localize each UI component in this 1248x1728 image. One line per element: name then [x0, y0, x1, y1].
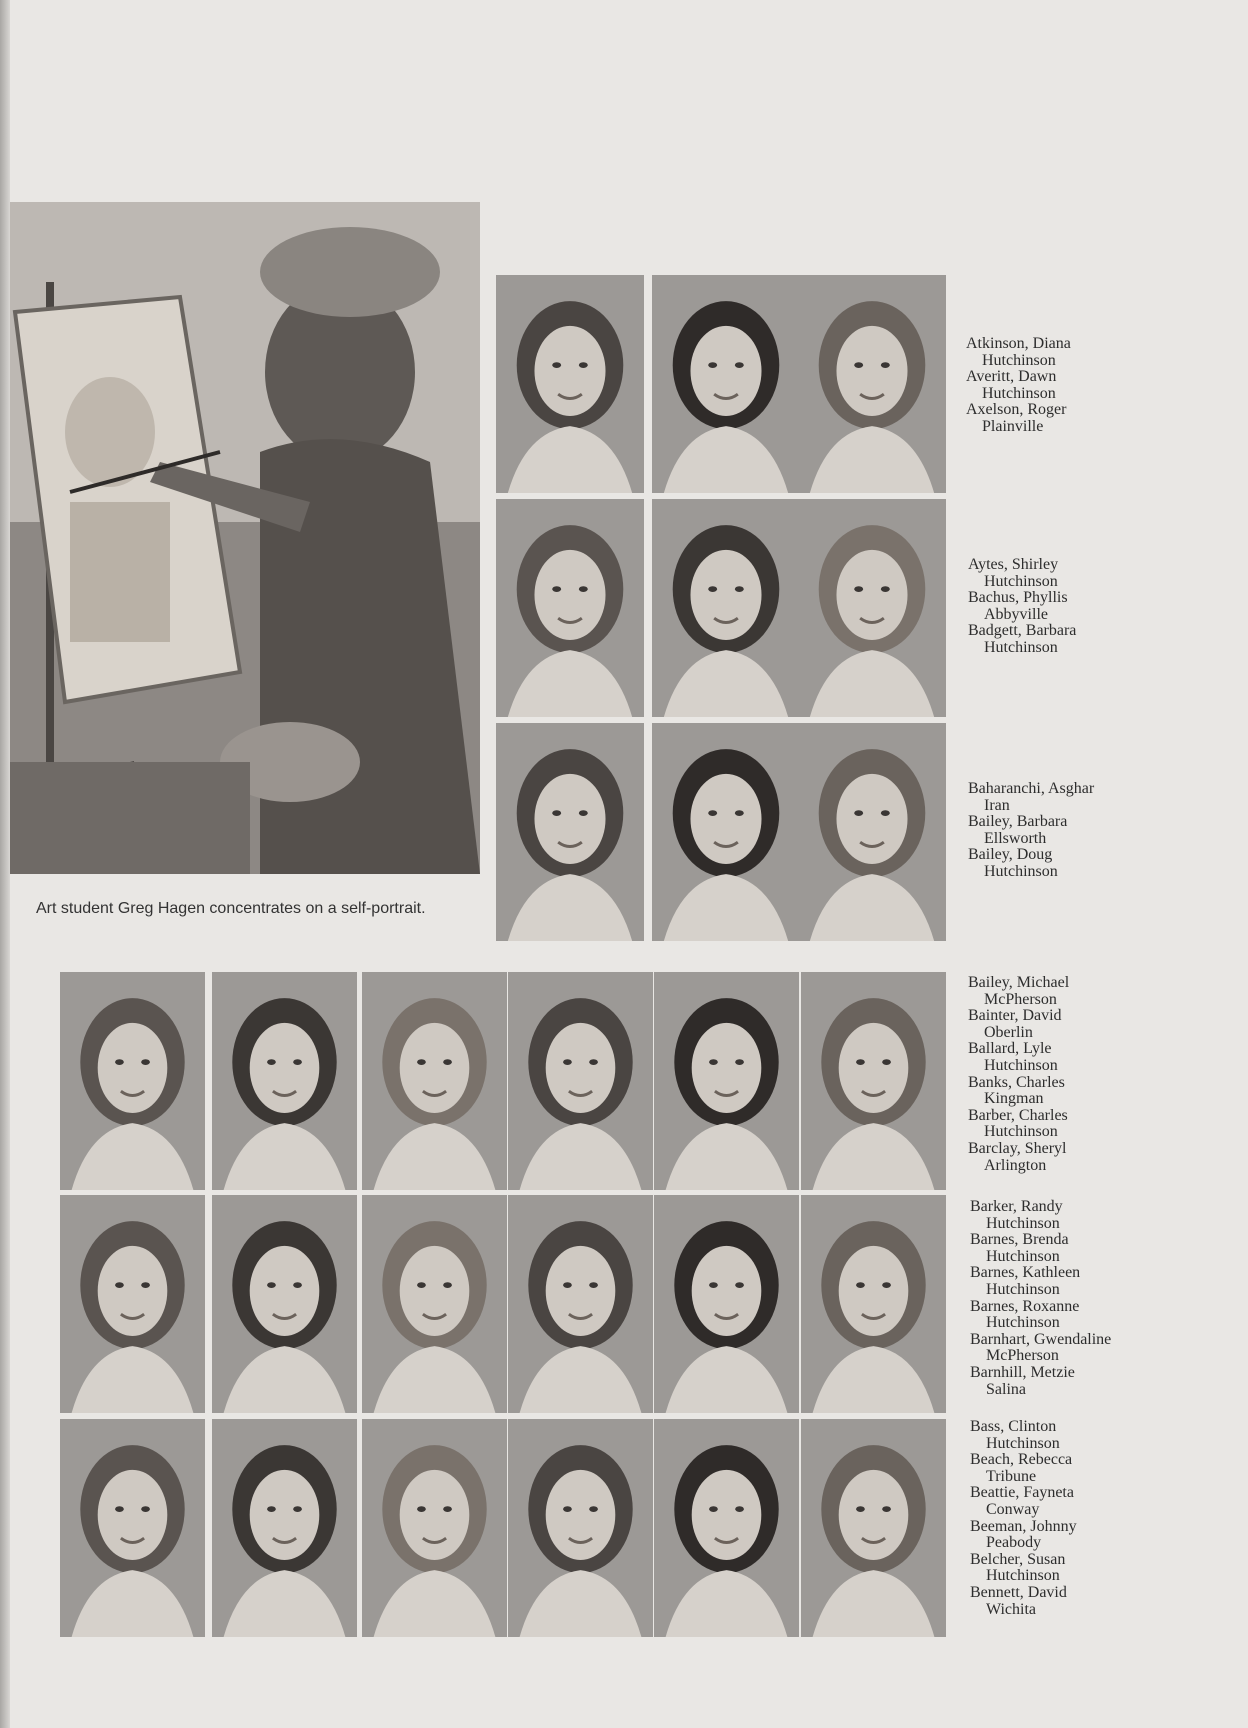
student-portrait	[496, 499, 644, 717]
student-portrait	[362, 1195, 507, 1413]
student-hometown: Tribune	[986, 1467, 1037, 1485]
photo-caption: Art student Greg Hagen concentrates on a self-portrait.	[36, 900, 426, 917]
student-portrait	[801, 972, 946, 1190]
student-hometown: Hutchinson	[984, 862, 1058, 880]
student-name: Bennett, David	[970, 1583, 1067, 1601]
student-name: Atkinson, Diana	[966, 335, 1071, 352]
student-portrait	[212, 972, 357, 1190]
student-portrait	[798, 275, 946, 493]
student-hometown: Hutchinson	[986, 1214, 1060, 1232]
student-name: Bainter, David	[968, 1007, 1062, 1025]
student-name: Barnhart, Gwendaline	[970, 1330, 1112, 1348]
student-hometown: Kingman	[984, 1090, 1044, 1108]
student-name: Beattie, Fayneta	[970, 1484, 1074, 1502]
name-group-3	[968, 781, 1094, 881]
student-portrait	[496, 723, 644, 941]
student-name: Belcher, Susan	[970, 1550, 1066, 1568]
student-name: Axelson, Roger	[966, 401, 1067, 419]
name-group-1	[966, 336, 1071, 436]
student-hometown: Wichita	[986, 1600, 1036, 1618]
name-group-2	[968, 557, 1076, 657]
student-name: Banks, Charles	[968, 1073, 1065, 1091]
student-name: Bailey, Doug	[968, 846, 1053, 864]
student-name: Barnes, Brenda	[970, 1231, 1069, 1249]
student-portrait	[212, 1195, 357, 1413]
student-hometown: Salina	[986, 1380, 1026, 1398]
student-name: Barnes, Kathleen	[970, 1264, 1081, 1282]
student-hometown: McPherson	[984, 990, 1057, 1008]
student-name: Badgett, Barbara	[968, 622, 1077, 640]
student-portrait	[652, 499, 800, 717]
student-name: Bachus, Phyllis	[968, 589, 1068, 607]
student-hometown: Iran	[984, 796, 1010, 814]
student-hometown: Hutchinson	[982, 384, 1056, 402]
student-portrait	[508, 1419, 653, 1637]
student-hometown: Hutchinson	[986, 1567, 1060, 1585]
student-portrait	[60, 1419, 205, 1637]
page-binding-edge	[0, 0, 10, 1728]
student-name: Barnhill, Metzie	[970, 1363, 1075, 1381]
student-name: Baharanchi, Asghar	[968, 780, 1095, 797]
student-name: Bailey, Barbara	[968, 813, 1068, 831]
student-hometown: Oberlin	[984, 1023, 1033, 1041]
student-portrait	[508, 972, 653, 1190]
student-hometown: McPherson	[986, 1347, 1059, 1365]
student-name: Barker, Randy	[970, 1198, 1063, 1215]
student-portrait	[801, 1195, 946, 1413]
student-hometown: Hutchinson	[986, 1434, 1060, 1452]
art-student-photo	[10, 202, 480, 874]
student-portrait	[508, 1195, 653, 1413]
student-hometown: Hutchinson	[984, 1056, 1058, 1074]
student-portrait	[654, 972, 799, 1190]
student-hometown: Hutchinson	[984, 1123, 1058, 1141]
student-portrait	[654, 1195, 799, 1413]
name-group-6	[970, 1419, 1077, 1618]
student-hometown: Hutchinson	[984, 572, 1058, 590]
student-portrait	[362, 972, 507, 1190]
name-group-4	[968, 975, 1069, 1174]
student-portrait	[212, 1419, 357, 1637]
student-portrait	[798, 723, 946, 941]
student-name: Averitt, Dawn	[966, 368, 1057, 386]
student-name: Beach, Rebecca	[970, 1451, 1073, 1469]
student-name: Barclay, Sheryl	[968, 1139, 1067, 1157]
student-name: Aytes, Shirley	[968, 556, 1059, 573]
student-name: Beeman, Johnny	[970, 1517, 1077, 1535]
student-portrait	[654, 1419, 799, 1637]
student-hometown: Ellsworth	[984, 829, 1047, 847]
student-portrait	[496, 275, 644, 493]
name-group-5	[970, 1199, 1111, 1398]
student-portrait	[798, 499, 946, 717]
student-hometown: Hutchinson	[984, 638, 1058, 656]
student-name: Ballard, Lyle	[968, 1040, 1052, 1058]
student-hometown: Plainville	[982, 417, 1044, 435]
student-hometown: Hutchinson	[986, 1314, 1060, 1332]
student-portrait	[652, 723, 800, 941]
student-hometown: Hutchinson	[982, 351, 1056, 369]
student-name: Barber, Charles	[968, 1106, 1068, 1124]
student-portrait	[60, 972, 205, 1190]
student-hometown: Arlington	[984, 1156, 1047, 1174]
student-hometown: Hutchinson	[986, 1247, 1060, 1265]
student-hometown: Hutchinson	[986, 1280, 1060, 1298]
student-portrait	[60, 1195, 205, 1413]
student-name: Barnes, Roxanne	[970, 1297, 1080, 1315]
student-name: Bass, Clinton	[970, 1418, 1057, 1435]
student-name: Bailey, Michael	[968, 974, 1070, 991]
student-portrait	[652, 275, 800, 493]
student-portrait	[362, 1419, 507, 1637]
student-hometown: Peabody	[986, 1534, 1042, 1552]
student-hometown: Abbyville	[984, 605, 1048, 623]
student-hometown: Conway	[986, 1500, 1040, 1518]
student-portrait	[801, 1419, 946, 1637]
